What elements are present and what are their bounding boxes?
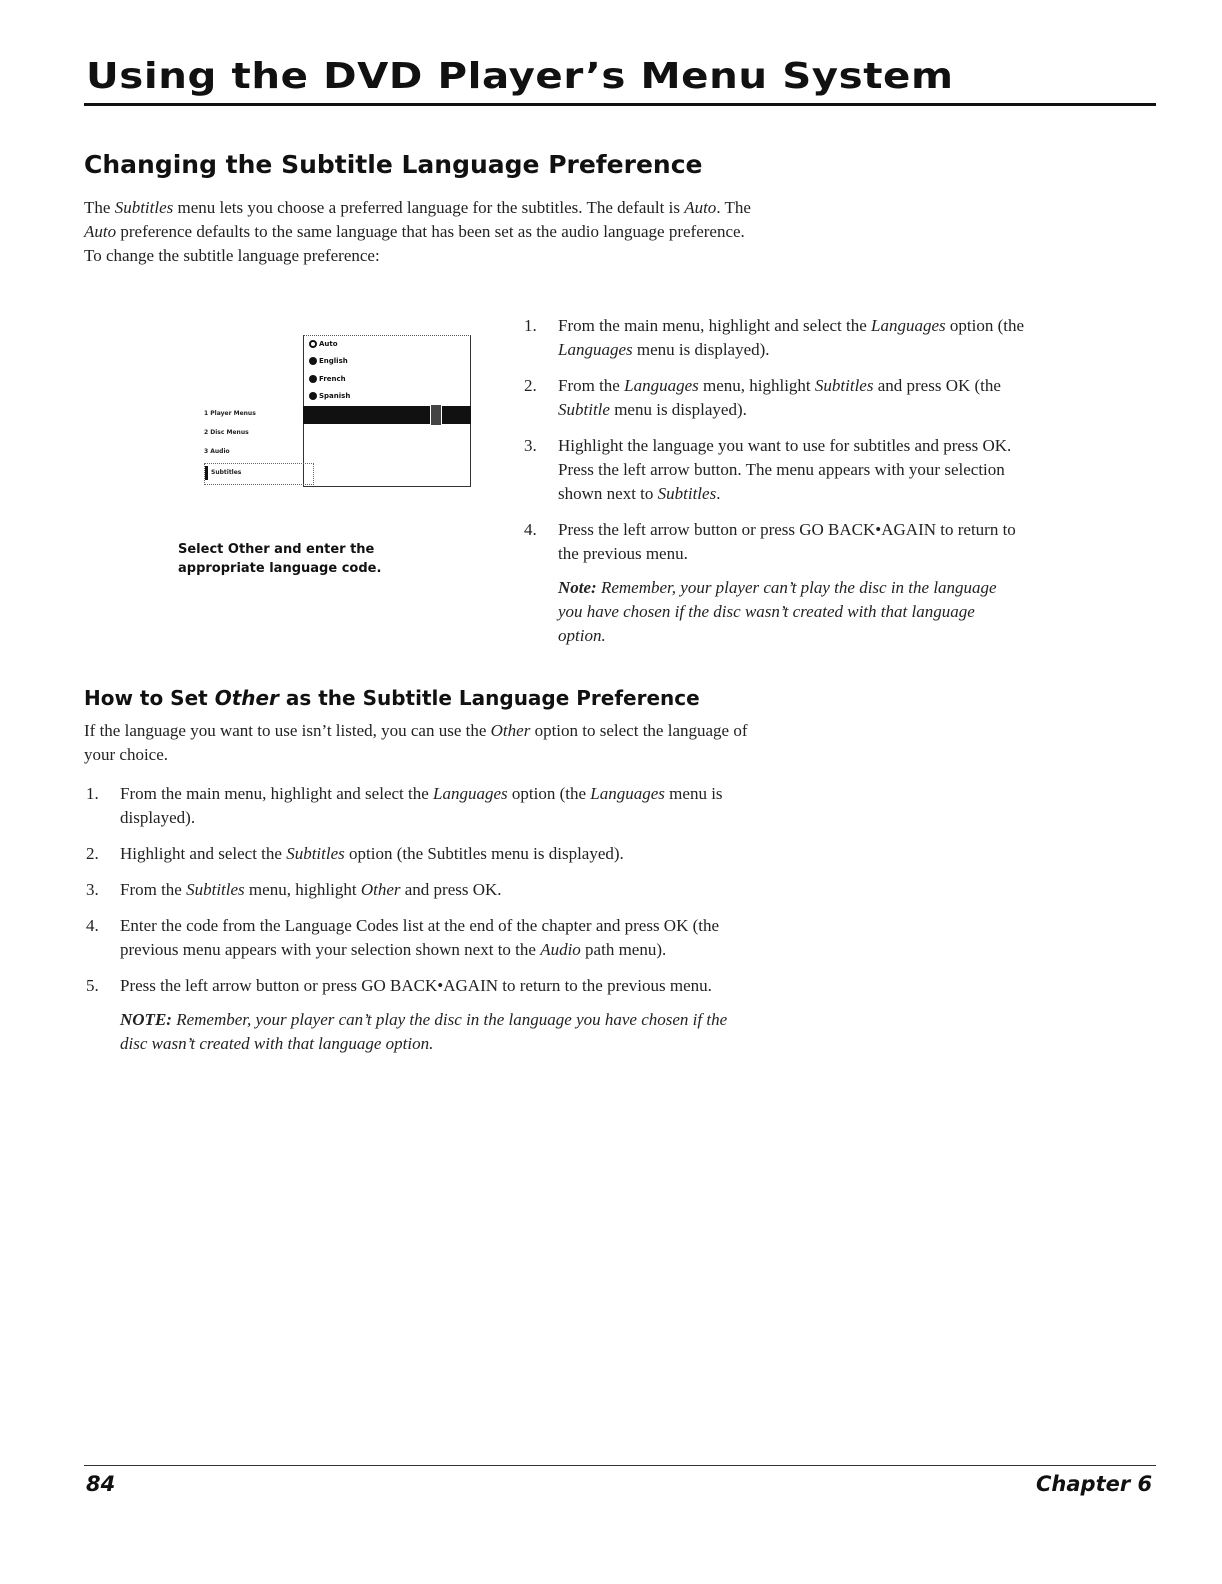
menu-left-item-subtitles: Subtitles	[211, 469, 242, 476]
scroll-indicator-icon	[430, 404, 442, 426]
text-line: your choice.	[84, 745, 169, 764]
radio-filled-icon	[309, 375, 317, 383]
text-line: To change the subtitle language preference:	[84, 246, 380, 265]
page-title: Using the DVD Player’s Menu System	[86, 56, 954, 97]
list-item-number: 3.	[524, 436, 537, 455]
list-item-text: Highlight the language you want to use for subtitles and press OK. Press the left arrow button. The menu appears with your selection shown next to Subtitles.	[558, 436, 1012, 503]
list-item-text: Press the left arrow button or press GO BACK•AGAIN to return to the previous menu.	[120, 976, 712, 995]
list-item-number: 4.	[524, 520, 537, 539]
menu-option-spanish: Spanish	[309, 392, 350, 400]
menu-option-auto: Auto	[309, 340, 338, 348]
note: Note: Remember, your player can’t play the disc in the language you have chosen if the disc wasn’t created with that language option.	[558, 578, 997, 645]
note: NOTE: Remember, your player can’t play the disc in the language you have chosen if the disc wasn’t created with that language option.	[120, 1010, 728, 1053]
menu-option-english: English	[309, 357, 348, 365]
list-item-number: 2.	[524, 376, 537, 395]
list-item-number: 1.	[524, 316, 537, 335]
radio-filled-icon	[309, 357, 317, 365]
list-item-number: 1.	[86, 784, 99, 803]
section1-heading: Changing the Subtitle Language Preference	[84, 150, 703, 179]
list-item-number: 5.	[86, 976, 99, 995]
figure-caption: Select Other and enter the appropriate language code.	[178, 542, 382, 576]
menu-option-french: French	[309, 375, 346, 383]
list-item-text: Enter the code from the Language Codes list at the end of the chapter and press OK (the previous menu appears with your selection shown next to the Audio path menu).	[120, 916, 720, 959]
list-item-number: 2.	[86, 844, 99, 863]
page-number: 84	[86, 1472, 116, 1496]
selection-marker-icon	[205, 466, 208, 480]
menu-illustration	[196, 330, 476, 490]
list-item-text: Press the left arrow button or press GO BACK•AGAIN to return to the previous menu.	[558, 520, 1016, 563]
list-item-text: From the Languages menu, highlight Subtitles and press OK (the Subtitle menu is displayed).	[558, 376, 1001, 419]
section2-heading: How to Set Other as the Subtitle Language Preference	[84, 686, 700, 710]
title-rule	[84, 103, 1156, 106]
section1-intro	[84, 196, 964, 268]
text-line: Auto preference defaults to the same language that has been set as the audio language preference.	[84, 222, 745, 241]
list-item-text: From the main menu, highlight and select the Languages option (the Languages menu is displayed).	[120, 784, 723, 827]
text-line: The Subtitles menu lets you choose a preferred language for the subtitles. The default is Auto. The	[84, 198, 751, 217]
list-item-number: 3.	[86, 880, 99, 899]
list-item-text: From the main menu, highlight and select the Languages option (the Languages menu is displayed).	[558, 316, 1025, 359]
radio-empty-icon	[309, 340, 317, 348]
list-item-text: From the Subtitles menu, highlight Other and press OK.	[120, 880, 502, 899]
menu-highlight-bar	[303, 406, 471, 424]
menu-left-item: 2 Disc Menus	[204, 429, 249, 436]
radio-filled-icon	[309, 392, 317, 400]
menu-left-item: 1 Player Menus	[204, 410, 256, 417]
footer-rule	[84, 1465, 1156, 1466]
section2-intro	[84, 719, 964, 767]
list-item-text: Highlight and select the Subtitles option (the Subtitles menu is displayed).	[120, 844, 624, 863]
menu-left-item: 3 Audio	[204, 448, 230, 455]
text-line: If the language you want to use isn’t listed, you can use the Other option to select the language of	[84, 721, 748, 740]
chapter-label: Chapter 6	[1036, 1472, 1153, 1496]
list-item-number: 4.	[86, 916, 99, 935]
